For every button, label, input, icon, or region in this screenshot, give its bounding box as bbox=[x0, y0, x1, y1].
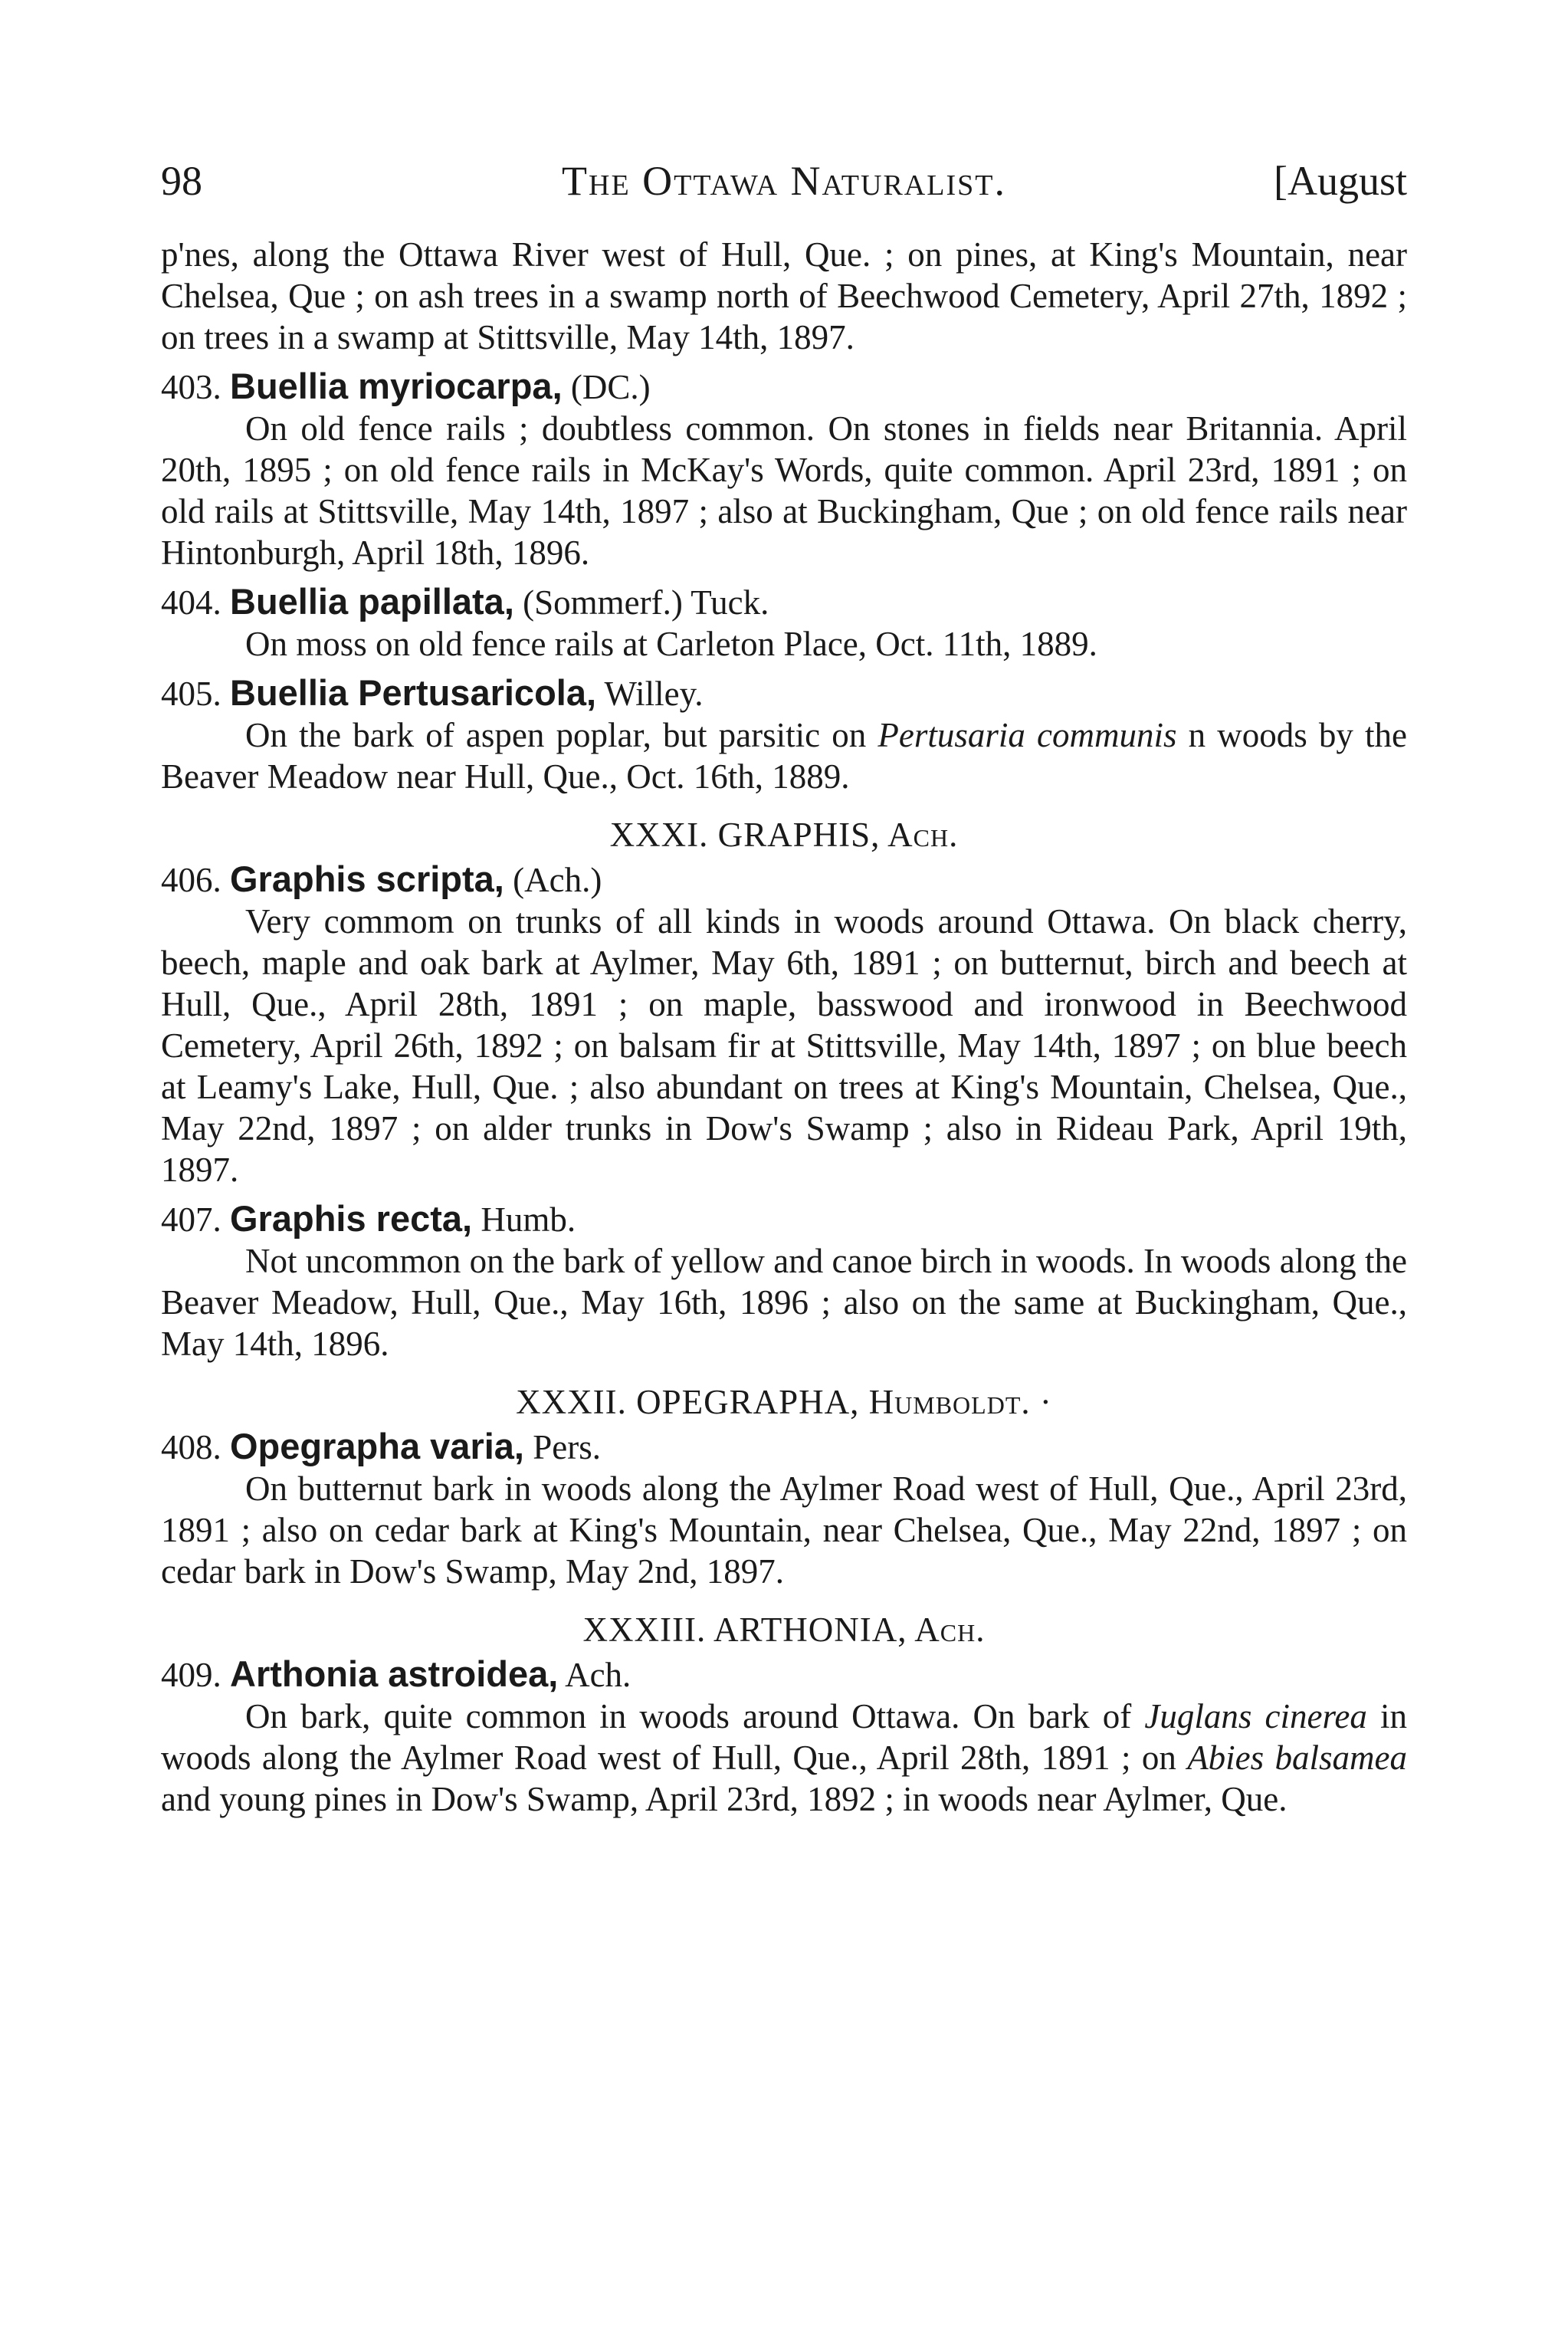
species-name: Buellia myriocarpa, bbox=[230, 366, 563, 406]
description-text: and young pines in Dow's Swamp, April 23rd, 1892 ; in woods near Aylmer, Que. bbox=[161, 1780, 1288, 1818]
entry-heading bbox=[161, 1198, 1407, 1240]
entry-heading bbox=[161, 859, 1407, 901]
continuation-paragraph: p'nes, along the Ottawa River west of Hull, Que. ; on pines, at King's Mountain, near Chelsea, Que ; on ash trees in a swamp north of Beechwood Cemetery, April 27th, 1892 ; on trees in a swamp at Stittsville, May 14th, 1897. bbox=[161, 235, 1407, 356]
species-authority: Ach. bbox=[558, 1656, 631, 1694]
host-species-italic: Pertusaria communis bbox=[877, 716, 1177, 754]
genus-heading-opegrapha: XXXII. OPEGRAPHA, Humboldt. · bbox=[516, 1383, 1052, 1421]
genus-heading-graphis: XXXI. GRAPHIS, Ach. bbox=[609, 816, 959, 854]
entry-description bbox=[161, 1696, 1407, 1820]
description-text: n woods by the Beaver Meadow near Hull, Que., Oct. 16th, 1889. bbox=[161, 716, 1407, 796]
entry-number: 405. bbox=[161, 675, 221, 713]
entry-heading bbox=[161, 1426, 1407, 1468]
species-authority: (DC.) bbox=[562, 368, 651, 406]
entry-heading bbox=[161, 1653, 1407, 1696]
host-species-italic: Abies balsamea bbox=[1187, 1739, 1408, 1777]
species-authority: (Sommerf.) Tuck. bbox=[513, 583, 769, 622]
species-name: Opegrapha varia, bbox=[230, 1426, 524, 1466]
entry-number: 407. bbox=[161, 1200, 221, 1239]
species-name: Buellia papillata, bbox=[230, 581, 514, 622]
entry-description: Very commom on trunks of all kinds in woods around Ottawa. On black cherry, beech, maple and oak bark at Aylmer, May 6th, 1891 ; on butternut, birch and beech at Hull, Que., April 28th, 1891 ; on maple, basswood and ironwood in Beechwood Cemetery, April 26th, 1892 ; on balsam fir at Stittsville, May 14th, 1897 ; on blue beech at Leamy's Lake, Hull, Que. ; also abundant on trees at King's Mountain, Chelsea, Que., May 22nd, 1897 ; on alder trunks in Dow's Swamp ; also in Rideau Park, April 19th, 1897. bbox=[161, 902, 1407, 1189]
journal-title: The Ottawa Naturalist. bbox=[562, 158, 1006, 204]
species-authority: Willey. bbox=[596, 675, 704, 713]
species-entry-403 bbox=[161, 366, 1407, 573]
species-entry-405 bbox=[161, 672, 1407, 797]
entry-number: 404. bbox=[161, 583, 221, 622]
entry-description bbox=[161, 714, 1407, 797]
description-text: On the bark of aspen poplar, but parsitic on bbox=[245, 716, 878, 754]
entry-number: 403. bbox=[161, 368, 221, 406]
entry-heading bbox=[161, 366, 1407, 408]
species-entry-407 bbox=[161, 1198, 1407, 1364]
page-number: 98 bbox=[161, 158, 202, 204]
description-text: On bark, quite common in woods around Ottawa. On bark of bbox=[245, 1697, 1145, 1735]
species-entry-408 bbox=[161, 1426, 1407, 1592]
entry-description: Not uncommon on the bark of yellow and canoe birch in woods. In woods along the Beaver Meadow, Hull, Que., May 16th, 1896 ; also on the same at Buckingham, Que., May 14th, 1896. bbox=[161, 1242, 1407, 1363]
species-entry-409 bbox=[161, 1653, 1407, 1820]
species-name: Graphis scripta, bbox=[230, 859, 504, 899]
entry-number: 409. bbox=[161, 1656, 221, 1694]
entry-number: 406. bbox=[161, 861, 221, 899]
entry-number: 408. bbox=[161, 1428, 221, 1466]
species-entry-404 bbox=[161, 581, 1407, 665]
species-name: Buellia Pertusaricola, bbox=[230, 672, 597, 713]
genus-heading-arthonia: XXXIII. ARTHONIA, Ach. bbox=[582, 1611, 986, 1649]
species-entry-406 bbox=[161, 859, 1407, 1190]
species-name: Graphis recta, bbox=[230, 1198, 473, 1239]
entry-description: On moss on old fence rails at Carleton Place, Oct. 11th, 1889. bbox=[245, 625, 1097, 663]
species-authority: Humb. bbox=[472, 1200, 576, 1239]
description-text: in woods along the Aylmer Road west of Hull, Que., April 28th, 1891 ; on bbox=[161, 1697, 1407, 1777]
entry-description: On old fence rails ; doubtless common. On stones in fields near Britannia. April 20th, 1895 ; on old fence rails in McKay's Words, quite common. April 23rd, 1891 ; on old rails at Stittsville, May 14th, 1897 ; also at Buckingham, Que ; on old fence rails near Hintonburgh, April 18th, 1896. bbox=[161, 409, 1407, 572]
entry-heading bbox=[161, 672, 1407, 714]
species-authority: Pers. bbox=[524, 1428, 601, 1466]
running-header bbox=[161, 150, 1407, 212]
issue-month: [August bbox=[1274, 158, 1407, 204]
entry-description: On butternut bark in woods along the Aylmer Road west of Hull, Que., April 23rd, 1891 ; also on cedar bark at King's Mountain, near Chelsea, Que., May 22nd, 1897 ; on cedar bark in Dow's Swamp, May 2nd, 1897. bbox=[161, 1469, 1407, 1591]
species-name: Arthonia astroidea, bbox=[230, 1653, 559, 1694]
page-body bbox=[161, 234, 1407, 1820]
entry-heading bbox=[161, 581, 1407, 623]
species-authority: (Ach.) bbox=[504, 861, 602, 899]
host-species-italic: Juglans cinerea bbox=[1144, 1697, 1367, 1735]
